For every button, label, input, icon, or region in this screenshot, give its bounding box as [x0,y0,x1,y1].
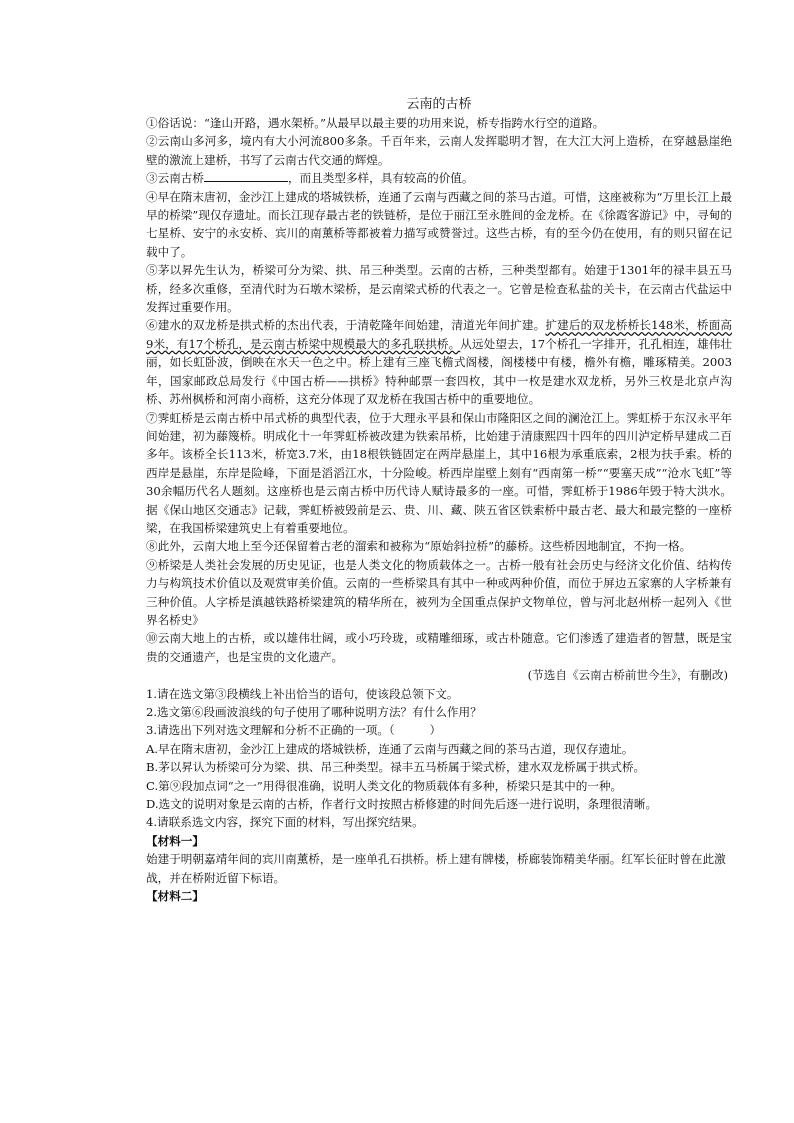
paragraph-1: ①俗话说：“逢山开路，遇水架桥。”从最早以最主要的功用来说，桥专指跨水行空的道路。 [146,116,605,130]
paragraph-9: ⑨桥梁是人类社会发展的历史见证，也是人类文化的物质载体之一。古桥一般有社会历史与经济文化价值、结构传力与构筑技术价值以及观赏审美价值。云南的一些桥梁具有其中一种或两种价值，而位于屏边五家寨的人字桥兼有三种价值。人字桥是滇越铁路桥梁建筑的精华所在，被列为全国重点保护文物单位，曾与河北赵州桥一起列入《世界名桥史》 [146,557,732,627]
paragraph-6-start: ⑥建水的双龙桥是拱式桥的杰出代表，于清乾隆年间始建，清道光年间扩建。 [146,318,546,333]
fill-in-blank[interactable] [204,169,288,182]
paragraph-5: ⑤茅以昇先生认为，桥梁可分为梁、拱、吊三种类型。云南的古桥，三种类型都有。始建于1301年的禄丰县五马桥，经多次重修，至清代时为石墩木梁桥，是云南梁式桥的代表之一。它曾是检查私盐的关卡，在云南古代盐运中发挥过重要作用。 [146,263,732,315]
material-1-text: 始建于明朝嘉靖年间的宾川南薰桥，是一座单孔石拱桥。桥上建有牌楼，桥廊装饰精美华丽。红军长征时曾在此激战，并在桥附近留下标语。 [146,852,726,885]
paragraph-10: ⑩云南大地上的古桥，或以雄伟壮阔，或小巧玲珑，或精雕细琢，或古朴随意。它们渗透了建造者的智慧，既是宝贵的交通遗产，也是宝贵的文化遗产。 [146,631,732,664]
paragraph-8: ⑧此外，云南大地上至今还保留着古老的溜索和被称为“原始斜拉桥”的藤桥。这些桥因地制宜，不拘一格。 [146,539,692,554]
paragraph-7: ⑦霁虹桥是云南古桥中吊式桥的典型代表，位于大理永平县和保山市隆阳区之间的澜沧江上。霁虹桥于东汉永平年间始建，初为藤篾桥。明成化十一年霁虹桥被改建为铁索吊桥，比始建于清康熙四十四年的四川泸定桥早建成二百多年。该桥全长113米，桥宽3.7米，由18根铁链固定在两岸悬崖上，其中16根为承重底索，2根为扶手索。桥的西岸是悬崖，东岸是险峰，下面是滔滔江水，十分险峻。桥西岸崖壁上刻有“西南第一桥”“要塞天成”“沧水飞虹”等30余幅历代名人题刻。这座桥也是云南古桥中历代诗人赋诗最多的一座。可惜，霁虹桥于1986年毁于特大洪水。据《保山地区交通志》记载，霁虹桥被毁前是云、贵、川、藏、陕五省区铁索桥中最古老、最大和最完整的一座桥梁，在我国桥梁建筑史上有着重要地位。 [146,410,732,535]
paragraph-3-start: ③云南古桥 [146,171,204,186]
paragraph-6-end: 从远处望去，17个桥孔一字排开，孔孔相连，雄伟壮丽，如长虹卧波，倒映在水天一色之中。桥上建有三座飞檐式阁楼，阁楼楼中有楼，檐外有檐，雕琢精美。2003年，国家邮政总局发行《中国古桥——拱桥》特种邮票一套四枚，其中一枚是建水双龙桥，另外三枚是北京卢沟桥、苏州枫桥和河南小商桥，这充分体现了双龙桥在我国古桥中的重要地位。 [146,336,732,407]
question-3-option-b: B.茅以昇认为桥梁可分为梁、拱、吊三种类型。禄丰五马桥属于梁式桥，建水双龙桥属于拱式桥。 [146,760,646,775]
question-4: 4.请联系选文内容，探究下面的材料，写出探究结果。 [146,815,424,830]
question-3-option-d: D.选文的说明对象是云南的古桥，作者行文时按照古桥修建的时间先后逐一进行说明，条理很清晰。 [146,797,658,812]
source-note: (节选自《云南古桥前世今生》，有删改) [527,668,728,683]
question-3-option-a: A.早在隋末唐初，金沙江上建成的塔城铁桥，连通了云南与西藏之间的茶马古道，现仅存遗址。 [146,741,634,756]
question-2: 2.选文第⑥段画波浪线的句子使用了哪种说明方法？有什么作用？ [146,705,482,719]
material-1-label: 【材料一】 [146,833,204,848]
paragraph-6 [146,316,732,408]
question-3-option-c: C.第⑨段加点词“之一”用得很准确，说明人类文化的物质载体有多种，桥梁只是其中的一种。 [146,778,623,793]
paragraph-2: ②云南山多河多，境内有大小河流800多条。千百年来，云南人发挥聪明才智，在大江大河上造桥，在穿越悬崖绝壁的激流上建桥，书写了云南古代交通的辉煌。 [146,134,732,167]
material-2-label: 【材料二】 [146,889,204,904]
document-page [146,96,732,905]
paragraph-4: ④早在隋末唐初，金沙江上建成的塔城铁桥，连通了云南与西藏之间的茶马古道。可惜，这座被称为“万里长江上最早的桥梁”现仅存遗址。而长江现存最古老的铁链桥，是位于丽江至永胜间的金龙桥。在《徐霞客游记》中，寻甸的七星桥、安宁的永安桥、宾川的南薰桥等都被着力描写或赞誉过。这些古桥，有的至今仍在使用，有的则只留在记载中了。 [146,189,732,259]
wavy-underlined-sentence: 扩建后的双龙桥桥长148米，桥面高9米，有17个桥孔，是云南古桥梁中规模最大的多孔联拱桥。 [146,318,732,351]
article-title: 云南的古桥 [406,97,472,112]
question-3: 3.请选出下列对选文理解和分析不正确的一项。（ ） [146,723,442,738]
paragraph-3-end: ，而且类型多样，具有较高的价值。 [287,171,474,186]
question-1: 1.请在选文第③段横线上补出恰当的语句，使该段总领下文。 [146,686,459,701]
paragraph-3 [146,169,732,187]
